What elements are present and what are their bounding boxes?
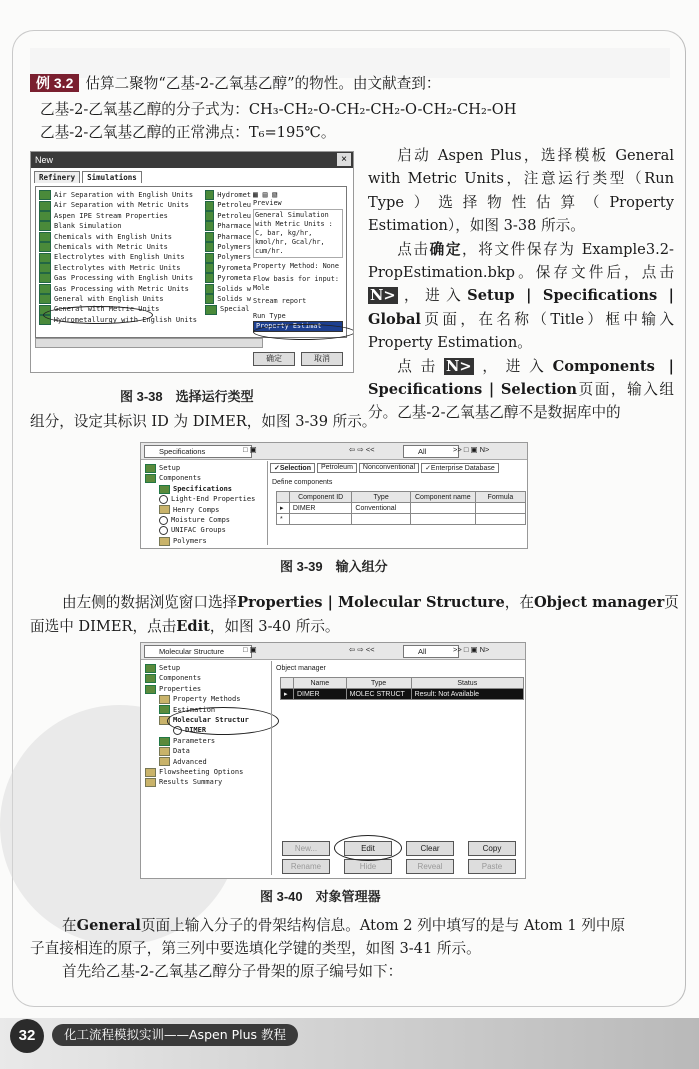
template-icon	[39, 190, 51, 200]
list-item-label: Special	[220, 305, 250, 314]
list-item-label: Petroleu	[217, 201, 251, 210]
row-marker-header	[281, 678, 294, 689]
tree-item-label: Moisture Comps	[171, 516, 231, 525]
preview-label: Preview	[253, 199, 282, 207]
flow-basis: Flow basis for input: Mole	[253, 275, 339, 292]
template-list-item[interactable]	[39, 284, 197, 294]
form-complete-icon	[145, 474, 156, 483]
edit-button[interactable]: Edit	[344, 841, 392, 856]
list-item-label: Petroleu	[217, 211, 251, 220]
highlight-oval-edit	[334, 835, 402, 861]
form-tabs	[268, 461, 526, 475]
new-row-marker: *	[277, 514, 290, 525]
fig-3-40-caption: 图 3-40 对象管理器	[260, 889, 381, 904]
cancel-button[interactable]: 取消	[301, 352, 343, 366]
toolbar-icons-right[interactable]: >> □ ▣ N>	[453, 645, 490, 654]
tab-selection[interactable]: ✓Selection	[270, 463, 315, 473]
cell-name[interactable]: DIMER	[293, 689, 346, 700]
template-icon	[205, 273, 214, 283]
form-complete-icon	[145, 464, 156, 473]
list-item-label: Chemicals with English Units	[54, 232, 173, 241]
tree-item-label: Setup	[159, 464, 181, 472]
tree-item-label: Components	[159, 474, 202, 483]
p3l1-a: 在	[62, 917, 77, 934]
folder-icon	[145, 768, 156, 777]
template-list-item[interactable]	[205, 190, 251, 200]
template-icon	[39, 253, 51, 263]
template-list-2	[205, 190, 251, 315]
template-icon	[39, 263, 51, 273]
list-item-label: Electrolytes with English Units	[54, 253, 185, 262]
tree-item-label: Components	[159, 674, 202, 683]
property-method: Property Method: None	[253, 262, 339, 270]
stream-report: Stream report	[253, 297, 307, 305]
right-paragraph-3	[368, 355, 674, 425]
tree-item[interactable]	[145, 684, 269, 694]
edit-term: Edit	[176, 618, 210, 635]
template-icon	[39, 211, 51, 221]
list-item-label: Pharmace	[217, 222, 251, 231]
template-icon	[205, 242, 214, 252]
nav-arrows[interactable]: ⇦ ⇨ <<	[349, 645, 375, 654]
template-list-item[interactable]	[205, 263, 251, 273]
template-list-item[interactable]	[205, 294, 251, 304]
list-item-label: Polymers	[217, 253, 251, 262]
define-components-label: Define components	[272, 479, 333, 486]
example-task: 估算二聚物“乙基-2-乙氧基乙醇”的物性。由文献查到：	[85, 75, 441, 92]
col-type: Type	[346, 678, 411, 689]
tree-item-label: Advanced	[173, 757, 207, 766]
folder-icon	[159, 505, 170, 514]
tab-petroleum[interactable]: Petroleum	[317, 463, 357, 473]
p2-ok: 确定	[429, 240, 463, 258]
template-list-item[interactable]	[39, 211, 197, 221]
p3-e: 页面，输入组分。乙基-2-乙氧基乙醇不是数据库中的	[368, 381, 674, 422]
tree-item-label: Results Summary	[159, 778, 223, 787]
list-item-label: Polymers	[217, 243, 251, 252]
template-list-item[interactable]	[39, 263, 197, 273]
p2l2-c: ，如图 3-40 所示。	[209, 618, 340, 635]
list-item-label: Chemicals with Metric Units	[54, 243, 168, 252]
template-icon	[205, 263, 214, 273]
row-marker: ▸	[277, 503, 290, 514]
run-type-label: Run Type	[253, 312, 286, 320]
p2l1-c: ，在	[504, 594, 534, 611]
list-item-label: Gas Processing with English Units	[54, 274, 194, 283]
template-icon	[39, 232, 51, 242]
list-item-label: Gas Processing with Metric Units	[54, 284, 189, 293]
form-empty-icon	[159, 516, 168, 525]
p3-c: ，进入	[473, 357, 553, 375]
page-number: 32	[10, 1019, 44, 1053]
form-complete-icon	[145, 674, 156, 683]
col-component-id: Component ID	[289, 492, 352, 503]
preview-text: General Simulation with Metric Units : C, bar, kg/hr, kmol/hr, Gcal/hr, cum/hr.	[253, 209, 343, 258]
template-list-item[interactable]	[39, 232, 197, 242]
template-icon	[39, 284, 51, 294]
template-list-item[interactable]	[205, 232, 251, 242]
highlight-oval-template	[43, 306, 153, 324]
tree-item-label: Light-End Properties	[171, 495, 256, 504]
template-list-item[interactable]	[39, 294, 197, 304]
col-formula: Formula	[475, 492, 525, 503]
tree-item[interactable]	[145, 663, 269, 673]
cell-type[interactable]: Conventional	[352, 503, 411, 514]
toolbar-icons-right[interactable]: >> □ ▣ N>	[453, 445, 490, 454]
list-item-label: Air Separation with English Units	[54, 191, 194, 199]
view-toggle-icons[interactable]: ▦ ▤ ▧	[253, 190, 278, 199]
paragraph-2-line-1	[62, 592, 679, 615]
p2l1-a: 由左侧的数据浏览窗口选择	[62, 594, 238, 611]
list-item-label: Pyrometa	[217, 263, 251, 272]
nav-select[interactable]: Specifications	[144, 445, 252, 458]
template-list-item[interactable]	[39, 273, 197, 283]
dialog-title: New	[35, 155, 54, 165]
tree-item-label: Henry Comps	[173, 505, 220, 514]
folder-icon	[159, 695, 170, 704]
template-list-item[interactable]	[39, 221, 197, 231]
template-icon	[205, 201, 214, 211]
list-item-label: General with Metric Units	[54, 305, 160, 314]
row-marker: ▸	[281, 689, 294, 700]
horizontal-scrollbar[interactable]	[35, 338, 263, 348]
template-list-item[interactable]	[205, 242, 251, 252]
p3-a: 点击	[397, 357, 444, 375]
list-item-label: Hydromet	[217, 191, 251, 199]
clear-button[interactable]: Clear	[406, 841, 454, 856]
tree-item[interactable]	[145, 673, 269, 683]
rename-button[interactable]: Rename	[282, 859, 330, 874]
tree-item-label: UNIFAC Groups	[171, 526, 226, 535]
tree-item-label: Flowsheeting Options	[159, 768, 244, 777]
cell-formula[interactable]	[475, 503, 525, 514]
list-item-label: Air Separation with Metric Units	[54, 201, 189, 210]
p2-e: ，进入	[397, 287, 468, 305]
tab-enterprise-db[interactable]: ✓Enterprise Database	[421, 463, 499, 473]
ok-button[interactable]: 确定	[253, 352, 295, 366]
template-icon	[205, 190, 214, 200]
p2-g: 页面，在名称（Title）框中输入 Property Estimation。	[368, 310, 674, 352]
tree-item[interactable]	[145, 484, 265, 494]
tree-item-label: Parameters	[173, 736, 216, 745]
tree-item[interactable]	[145, 463, 265, 473]
tree-item[interactable]	[145, 777, 269, 787]
template-list-item[interactable]	[39, 252, 197, 262]
fig-3-38-caption: 图 3-38 选择运行类型	[120, 389, 254, 404]
paragraph-3-line-2: 子直接相连的原子，第三列中要选填化学键的类型，如图 3-41 所示。	[30, 940, 481, 957]
table-row-selected[interactable]	[281, 689, 524, 700]
next-icon-2: N>	[446, 357, 472, 375]
tree-item-label: Specifications	[173, 484, 233, 493]
fig40-toolbar	[141, 643, 525, 660]
template-icon	[39, 273, 51, 283]
right-column-text	[368, 144, 674, 425]
template-icon	[205, 253, 214, 263]
form-complete-icon	[159, 705, 170, 714]
tree-item[interactable]	[145, 746, 269, 756]
fig-3-40-object-manager	[140, 642, 526, 879]
template-list-item[interactable]	[39, 200, 197, 210]
template-icon	[205, 305, 217, 315]
tab-simulations[interactable]: Simulations	[82, 171, 142, 183]
close-icon[interactable]: ×	[337, 153, 351, 166]
tree-item-label: Data	[173, 747, 190, 756]
cell-empty[interactable]	[289, 514, 352, 525]
folder-icon	[159, 747, 170, 756]
reveal-button[interactable]: Reveal	[406, 859, 454, 874]
cell-empty[interactable]	[475, 514, 525, 525]
col-component-name: Component name	[410, 492, 475, 503]
highlight-oval-molstruct	[167, 707, 279, 735]
template-list-item[interactable]	[205, 200, 251, 210]
table-row[interactable]	[277, 503, 526, 514]
tree-item[interactable]	[145, 525, 265, 535]
p2-a: 点击	[397, 240, 430, 258]
fig-3-38-new-dialog	[30, 151, 354, 373]
tree-item[interactable]	[145, 767, 269, 777]
hide-button[interactable]: Hide	[344, 859, 392, 874]
tree-item-label: Molecular Structur	[173, 716, 249, 725]
folder-icon	[145, 778, 156, 787]
tree-item[interactable]	[145, 736, 269, 746]
tree-item[interactable]	[145, 473, 265, 483]
template-icon	[205, 284, 214, 294]
dialog-titlebar	[31, 152, 353, 168]
p2-c: ，将文件保存为 Example3.2-PropEstimation.bkp。保存文件后，点击	[368, 240, 674, 282]
template-list-item[interactable]	[205, 284, 251, 294]
form-complete-icon	[159, 485, 170, 494]
fig-3-39-components	[140, 442, 528, 549]
cell-type[interactable]: MOLEC STRUCT	[346, 689, 411, 700]
fig-3-39-caption: 图 3-39 输入组分	[280, 559, 388, 574]
cell-component-name[interactable]	[410, 503, 475, 514]
continue-line: 组分，设定其标识 ID 为 DIMER，如图 3-39 所示。	[30, 413, 377, 430]
book-title: 化工流程模拟实训——Aspen Plus 教程	[52, 1024, 298, 1046]
tab-nonconventional[interactable]: Nonconventional	[359, 463, 419, 473]
form-complete-icon	[159, 737, 170, 746]
run-type-select[interactable]: Property Estimat	[253, 321, 343, 332]
right-paragraph-1: 启动 Aspen Plus，选择模板 General with Metric Units，注意运行类型（Run Type）选择物性估算（Property Estimation），如图 3-38 所示。	[368, 147, 674, 235]
folder-icon	[159, 537, 170, 546]
template-list-item[interactable]	[205, 211, 251, 221]
list-item-label: Blank Simulation	[54, 222, 122, 231]
next-icon: N>	[370, 287, 396, 305]
object-manager-term: Object manager	[533, 594, 665, 611]
data-browser-tree	[145, 463, 265, 546]
general-term: General	[76, 917, 141, 934]
tree-item-label: Estimation	[173, 705, 216, 714]
table-row-new[interactable]	[277, 514, 526, 525]
object-manager-area	[271, 661, 524, 875]
col-type: Type	[352, 492, 411, 503]
p2l2-a: 面选中 DIMER，点击	[30, 618, 177, 635]
cell-empty[interactable]	[352, 514, 411, 525]
list-item-label: Electrolytes with Metric Units	[54, 263, 181, 272]
properties-path: Properties | Molecular Structure	[237, 594, 505, 611]
paragraph-4: 首先给乙基-2-乙氧基乙醇分子骨架的原子编号如下：	[62, 963, 403, 980]
folder-icon	[159, 757, 170, 766]
formula-line: 乙基-2-乙氧基乙醇的分子式为：CH₃-CH₂-O-CH₂-CH₂-O-CH₂-CH₂-OH	[40, 101, 517, 118]
tree-item[interactable]	[145, 757, 269, 767]
template-list-item[interactable]	[205, 304, 251, 314]
p3l1-c: 页面上输入分子的骨架结构信息。Atom 2 列中填写的是与 Atom 1 列中原	[140, 917, 626, 934]
list-item-label: Hydrometallurgy with English Units	[53, 315, 197, 324]
right-paragraph-2	[368, 238, 674, 355]
tree-item[interactable]	[145, 536, 265, 546]
example-tag: 例 3.2	[30, 74, 79, 92]
tree-item[interactable]	[145, 694, 269, 704]
form-area	[267, 461, 526, 545]
tree-item-label: Polymers	[173, 536, 207, 545]
template-icon	[205, 294, 214, 304]
template-icon	[39, 242, 51, 252]
table-header	[281, 678, 524, 689]
tree-item-label: DIMER	[185, 726, 207, 735]
form-complete-icon	[145, 664, 156, 673]
tab-refinery[interactable]: Refinery	[34, 171, 80, 183]
form-empty-icon	[159, 526, 168, 535]
template-icon	[205, 211, 214, 221]
table-header	[277, 492, 526, 503]
cell-status[interactable]: Result: Not Available	[411, 689, 523, 700]
boiling-point-line: 乙基-2-乙氧基乙醇的正常沸点：T₆=195℃。	[40, 124, 336, 141]
all-select[interactable]: All	[403, 645, 459, 658]
list-item-label: General with English Units	[54, 295, 164, 304]
template-icon	[205, 232, 214, 242]
form-complete-icon	[145, 685, 156, 694]
paragraph-2-line-2	[30, 616, 340, 639]
toolbar-icons[interactable]: □ ▣	[243, 645, 257, 654]
tree-item[interactable]	[145, 494, 265, 504]
p2-setup-path: Setup | Specifications | Global	[368, 287, 674, 328]
highlight-oval-runtype	[253, 324, 354, 340]
nav-arrows[interactable]: ⇦ ⇨ <<	[349, 445, 375, 454]
template-icon	[39, 221, 51, 231]
components-table	[276, 491, 526, 525]
tree-item[interactable]	[145, 515, 265, 525]
template-list-item[interactable]	[205, 221, 251, 231]
list-item-label: Aspen IPE Stream Properties	[54, 211, 168, 220]
template-list-item[interactable]	[205, 273, 251, 283]
all-select[interactable]: All	[403, 445, 459, 458]
p3-components-path: Components | Specifications | Selection	[368, 357, 674, 399]
tree-item[interactable]	[145, 505, 265, 515]
objects-table	[280, 677, 524, 700]
col-status: Status	[411, 678, 523, 689]
template-list-item[interactable]	[205, 252, 251, 262]
fig39-toolbar	[141, 443, 527, 460]
copy-button[interactable]: Copy	[468, 841, 516, 856]
paste-button[interactable]: Paste	[468, 859, 516, 874]
tree-item-label: Setup	[159, 664, 181, 672]
cell-component-id[interactable]: DIMER	[289, 503, 352, 514]
template-list-item[interactable]	[39, 190, 197, 200]
template-list-item[interactable]	[39, 242, 197, 252]
col-name: Name	[293, 678, 346, 689]
form-empty-icon	[159, 495, 168, 504]
new-button[interactable]: New...	[282, 841, 330, 856]
tree-item-label: Property Methods	[173, 695, 241, 704]
list-item-label: Pyrometa	[217, 274, 251, 283]
row-marker-header	[277, 492, 290, 503]
template-icon	[39, 201, 51, 211]
object-manager-label: Object manager	[276, 665, 326, 672]
nav-select[interactable]: Molecular Structure	[144, 645, 252, 658]
dialog-tabs	[31, 168, 353, 183]
paragraph-3-line-1	[62, 915, 625, 938]
p2l1-e: 页	[664, 594, 679, 611]
template-icon	[205, 221, 214, 231]
list-item-label: Pharmace	[217, 232, 251, 241]
list-item-label: Solids w	[217, 295, 251, 304]
tree-item-label: Properties	[159, 684, 202, 693]
example-heading	[30, 72, 441, 96]
cell-empty[interactable]	[410, 514, 475, 525]
preview-panel	[253, 190, 343, 332]
template-list	[39, 190, 197, 325]
list-item-label: Solids w	[217, 284, 251, 293]
template-icon	[39, 294, 51, 304]
toolbar-icons[interactable]: □ ▣	[243, 445, 257, 454]
